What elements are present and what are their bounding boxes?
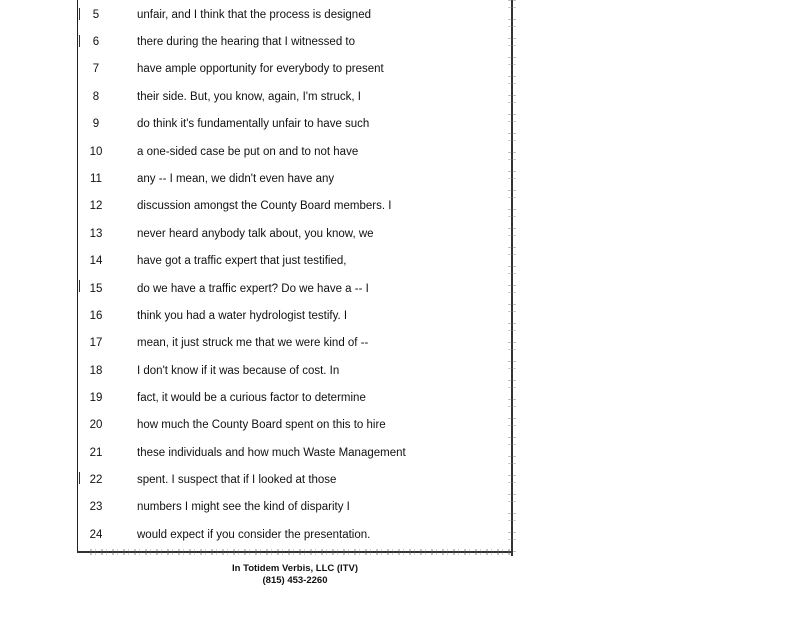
transcript-line [0, 145, 520, 172]
transcript-line [0, 8, 520, 35]
transcript-line [0, 473, 520, 500]
line-number: 7 [92, 63, 100, 75]
transcript-line [0, 391, 520, 418]
line-text: these individuals and how much Waste Management [137, 447, 406, 459]
line-number: 20 [89, 419, 103, 431]
transcript-line [0, 500, 520, 527]
transcript-line [0, 199, 520, 226]
line-text: never heard anybody talk about, you know, we [137, 228, 374, 240]
transcript-line [0, 227, 520, 254]
transcript-line [0, 90, 520, 117]
line-number: 6 [92, 36, 100, 48]
line-number: 19 [89, 392, 103, 404]
line-text: there during the hearing that I witnessed to [137, 36, 356, 48]
line-text: think you had a water hydrologist testify. I [137, 310, 348, 322]
transcript-line [0, 309, 520, 336]
line-number: 9 [92, 118, 100, 130]
transcript-line [0, 336, 520, 363]
line-number: 16 [89, 310, 103, 322]
line-text: spent. I suspect that if I looked at those [137, 474, 337, 486]
line-number: 14 [89, 255, 103, 267]
line-text: would expect if you consider the presentation. [137, 529, 371, 541]
transcript-line [0, 282, 520, 309]
line-number: 13 [89, 228, 103, 240]
line-text: unfair, and I think that the process is designed [137, 9, 371, 21]
transcript-line [0, 254, 520, 281]
line-number: 17 [89, 337, 103, 349]
line-number: 23 [89, 501, 103, 513]
transcript-line [0, 35, 520, 62]
line-text: any -- I mean, we didn't even have any [137, 173, 335, 185]
line-text: their side. But, you know, again, I'm struck, I [137, 91, 361, 103]
line-text: discussion amongst the County Board members. I [137, 200, 392, 212]
transcript-line [0, 446, 520, 473]
line-text: numbers I might see the kind of disparity I [137, 501, 350, 513]
line-number: 18 [89, 365, 103, 377]
line-text: I don't know if it was because of cost. In [137, 365, 340, 377]
line-number: 8 [92, 91, 100, 103]
transcript-line [0, 364, 520, 391]
transcript-line [0, 62, 520, 89]
line-number: 15 [89, 283, 103, 295]
line-number: 5 [92, 9, 100, 21]
line-text: do we have a traffic expert? Do we have a -- I [137, 283, 369, 295]
transcript-line [0, 117, 520, 144]
line-number: 22 [89, 474, 103, 486]
transcript-line [0, 528, 520, 555]
footer-phone: (815) 453-2260 [262, 575, 328, 586]
line-text: fact, it would be a curious factor to determine [137, 392, 366, 404]
footer-company: In Totidem Verbis, LLC (ITV) [232, 563, 358, 574]
line-number: 12 [89, 200, 103, 212]
line-text: how much the County Board spent on this to hire [137, 419, 386, 431]
line-text: a one-sided case be put on and to not have [137, 146, 359, 158]
line-text: have ample opportunity for everybody to present [137, 63, 384, 75]
transcript-line [0, 172, 520, 199]
line-number: 10 [89, 146, 103, 158]
line-text: have got a traffic expert that just testified, [137, 255, 347, 267]
line-number: 24 [89, 529, 103, 541]
transcript-line [0, 418, 520, 445]
line-text: do think it's fundamentally unfair to have such [137, 118, 370, 130]
line-number: 11 [90, 173, 102, 185]
line-text: mean, it just struck me that we were kind of -- [137, 337, 369, 349]
line-number: 21 [89, 447, 103, 459]
